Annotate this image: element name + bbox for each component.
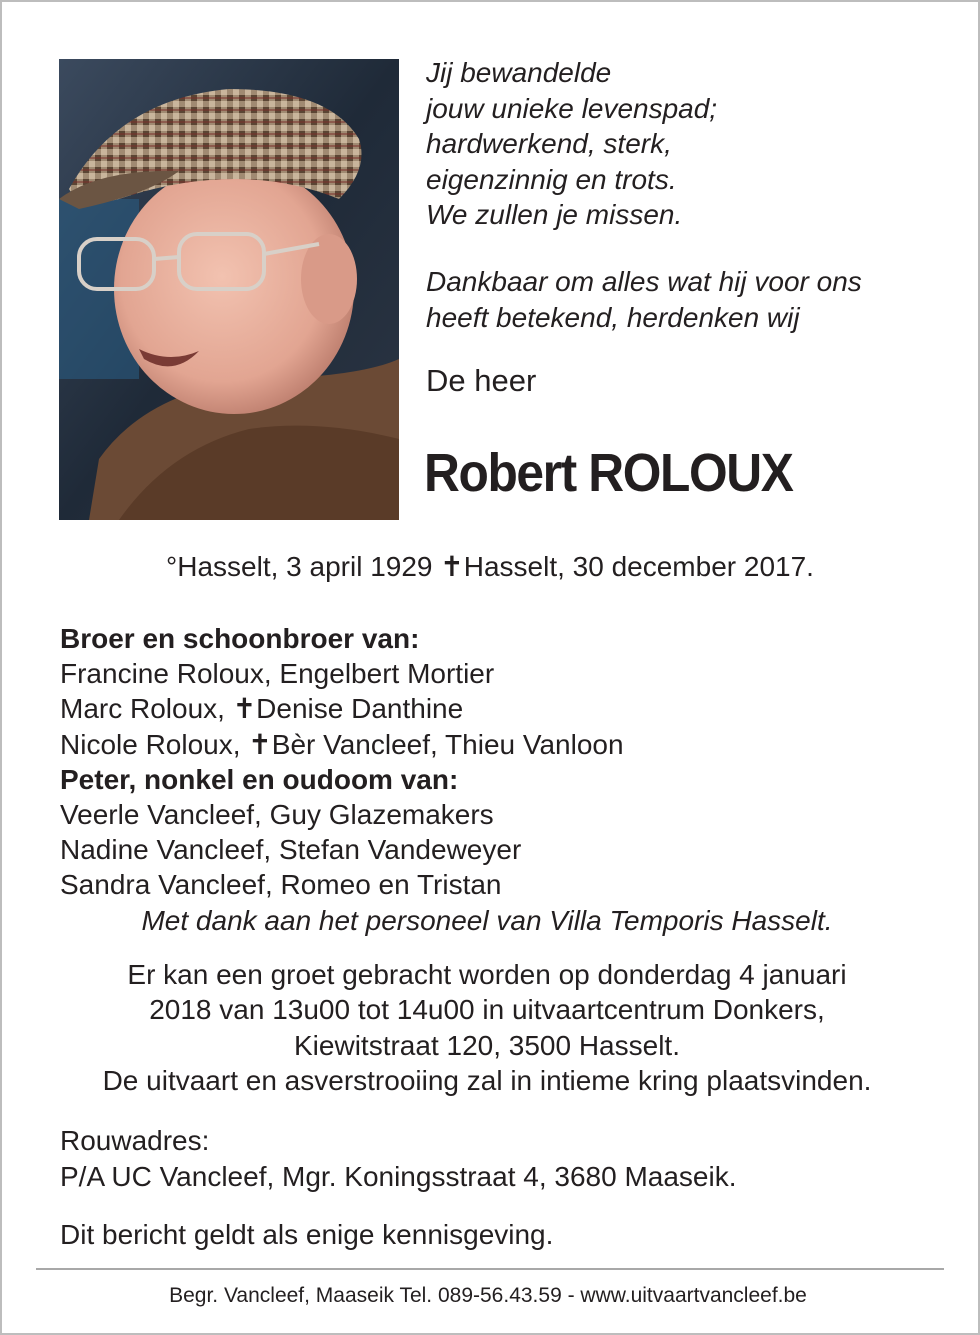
poem-line: We zullen je missen.: [426, 199, 683, 230]
family-line: Francine Roloux, Engelbert Mortier: [60, 658, 495, 690]
visitation-info: [0, 957, 974, 1098]
family-list: [60, 621, 624, 903]
birth-death-dates: °Hasselt, 3 april 1929 ✝Hasselt, 30 december 2017.: [166, 551, 814, 582]
family-line: Sandra Vancleef, Romeo en Tristan: [60, 869, 502, 901]
mourning-address: [60, 1123, 737, 1194]
staff-thanks: Met dank aan het personeel van Villa Temporis Hasselt.: [141, 905, 833, 936]
relatives-heading: Peter, nonkel en oudoom van:: [60, 763, 459, 795]
family-line: Marc Roloux, ✝Denise Danthine: [60, 693, 464, 725]
poem-line: eigenzinnig en trots.: [426, 163, 677, 195]
deceased-name: Robert ROLOUX: [424, 443, 793, 503]
footer-divider: [36, 1268, 944, 1270]
poem-line: jouw unieke levenspad;: [426, 92, 718, 124]
visitation-line: Kiewitstraat 120, 3500 Hasselt.: [294, 1029, 680, 1061]
address-label: Rouwadres:: [60, 1125, 210, 1156]
poem-line: Jij bewandelde: [426, 57, 612, 88]
visitation-line: De uitvaart en asverstrooiing zal in intieme kring plaatsvinden.: [102, 1064, 872, 1096]
family-line: Nicole Roloux, ✝Bèr Vancleef, Thieu Vanloon: [60, 728, 624, 760]
visitation-line: Er kan een groet gebracht worden op donderdag 4 januari: [127, 959, 847, 990]
portrait-photo: [59, 59, 399, 520]
notice-text: Dit bericht geldt als enige kennisgeving.: [60, 1219, 554, 1250]
intro-line: heeft betekend, herdenken wij: [426, 301, 800, 333]
poem-line: hardwerkend, sterk,: [426, 128, 672, 159]
address-value: P/A UC Vancleef, Mgr. Koningsstraat 4, 3680 Maaseik.: [60, 1160, 737, 1192]
intro-line: Dankbaar om alles wat hij voor ons: [426, 266, 862, 297]
honorific: De heer: [426, 363, 537, 398]
family-line: Veerle Vancleef, Guy Glazemakers: [60, 799, 494, 831]
remembrance-intro: [426, 264, 862, 335]
undertaker-footer: Begr. Vancleef, Maaseik Tel. 089-56.43.59 - www.uitvaartvancleef.be: [169, 1284, 807, 1307]
family-line: Nadine Vancleef, Stefan Vandeweyer: [60, 834, 522, 866]
poem: [426, 55, 717, 233]
visitation-line: 2018 van 13u00 tot 14u00 in uitvaartcentrum Donkers,: [149, 994, 825, 1026]
siblings-heading: Broer en schoonbroer van:: [60, 623, 420, 654]
